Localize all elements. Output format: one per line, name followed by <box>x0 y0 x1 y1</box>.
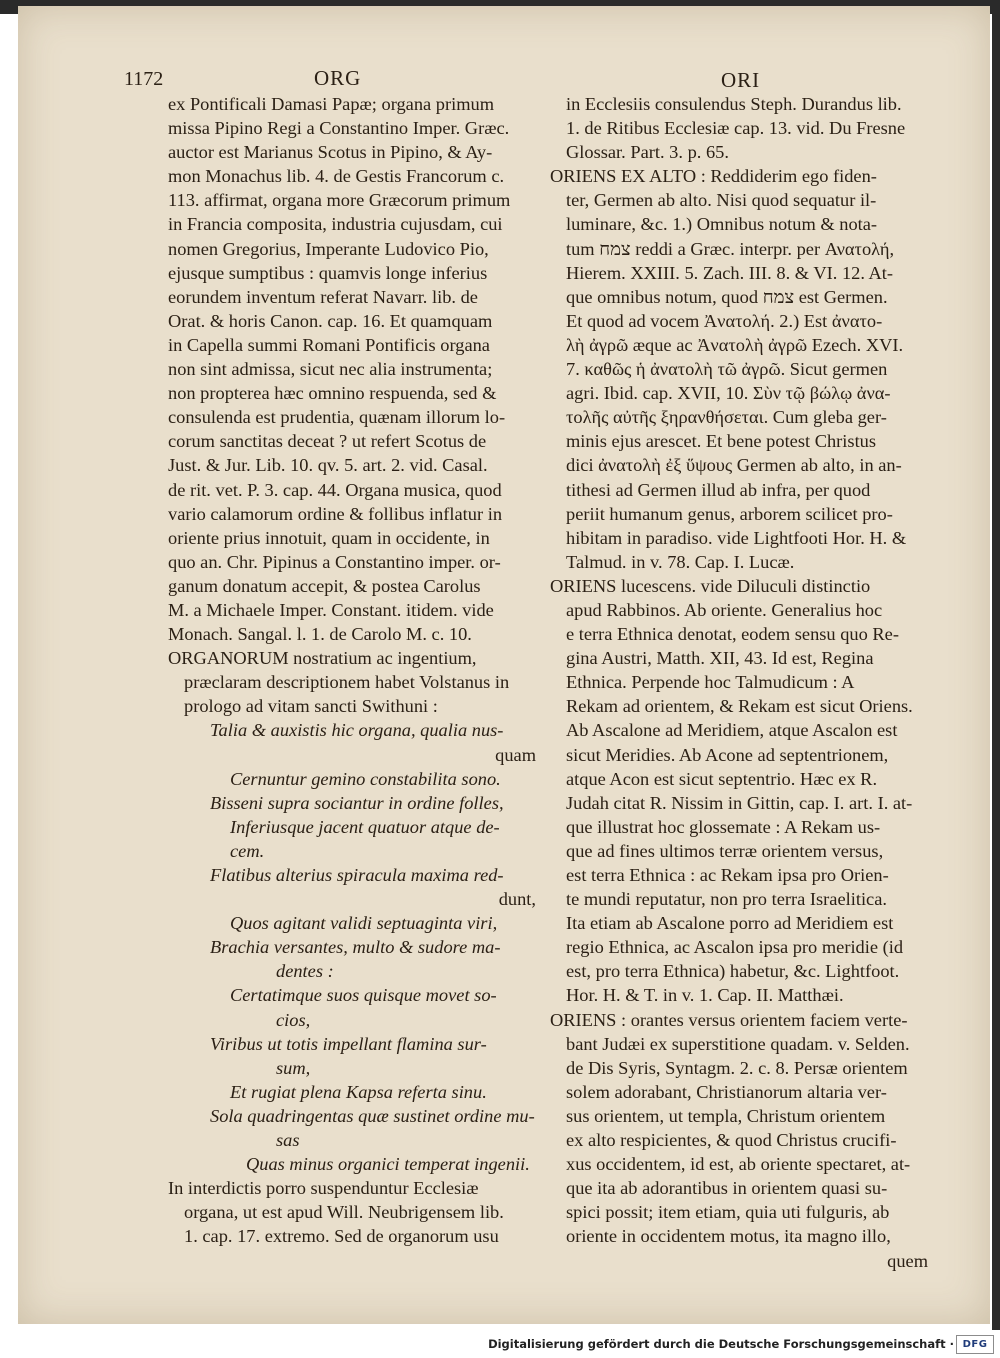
text-line: ex alto respicientes, & quod Christus crucifi- <box>566 1130 897 1151</box>
right-text-column <box>550 92 936 1273</box>
text-line: M. a Michaele Imper. Constant. itidem. vide <box>168 599 494 620</box>
text-line: Ethnica. Perpende hoc Talmudicum : A <box>566 672 855 693</box>
text-line: λὴ ἀγρῶ æque ac Ἀνατολὴ ἀγρῶ Ezech. XVI. <box>566 334 904 355</box>
text-line: ORIENS : orantes versus orientem faciem verte- <box>550 1009 908 1030</box>
text-line: consulenda est prudentia, quænam illorum lo- <box>168 407 506 428</box>
text-line: quem <box>887 1250 928 1271</box>
text-line: Hor. H. & T. in v. 1. Cap. II. Matthæi. <box>566 985 844 1006</box>
text-line: Ita etiam ab Ascalone porro ad Meridiem est <box>566 913 894 934</box>
text-line: Orat. & horis Canon. cap. 16. Et quamquam <box>168 310 493 331</box>
text-line: Talmud. in v. 78. Cap. I. Lucæ. <box>566 551 795 572</box>
text-line: ex Pontificali Damasi Papæ; organa primum <box>168 94 495 114</box>
text-line: Monach. Sangal. l. 1. de Carolo M. c. 10. <box>168 624 472 645</box>
text-line: Just. & Jur. Lib. 10. qv. 5. art. 2. vid. Casal. <box>168 455 488 476</box>
scanned-page <box>18 6 990 1324</box>
text-line: tum צמח reddi a Græc. interpr. per Ανατολή, <box>566 238 895 259</box>
text-line: in Ecclesiis consulendus Steph. Durandus lib. <box>566 94 902 114</box>
text-line: hibitam in paradiso. vide Lightfooti Hor. H. & <box>566 527 907 548</box>
text-line: de rit. vet. P. 3. cap. 44. Organa musica, quod <box>168 479 502 500</box>
text-line: ganum donatum accepit, & postea Carolus <box>168 575 481 596</box>
text-line: te mundi reputatur, non pro terra Israelitica. <box>566 889 887 910</box>
text-line: prologo ad vitam sancti Swithuni : <box>184 696 438 717</box>
text-line: minis ejus arescet. Et bene potest Christus <box>566 431 877 452</box>
text-line: Glossar. Part. 3. p. 65. <box>566 142 729 163</box>
text-line: eorundem inventum referat Navarr. lib. de <box>168 286 478 307</box>
text-line: sas <box>276 1130 300 1151</box>
text-line: in Capella summi Romani Pontificis organa <box>168 334 490 355</box>
text-line: xus occidentem, id est, ab oriente spectaret, at- <box>566 1154 911 1175</box>
footer-bar <box>0 1330 1000 1358</box>
text-line: Sola quadringentas quæ sustinet ordine mu- <box>210 1105 535 1126</box>
scan-frame-right <box>992 0 1000 1330</box>
text-line: ter, Germen ab alto. Nisi quod sequatur il- <box>566 190 877 211</box>
text-line: 7. καθῶς ἡ ἀνατολὴ τῶ ἀγρῶ. Sicut germen <box>566 359 888 380</box>
text-line: organa, ut est apud Will. Neubrigensem lib. <box>184 1202 504 1223</box>
text-line: In interdictis porro suspenduntur Ecclesiæ <box>168 1178 479 1199</box>
text-line: Viribus ut totis impellant flamina sur- <box>210 1033 487 1054</box>
text-line: tithesi ad Germen illud ab infra, per quod <box>566 479 871 500</box>
text-line: cios, <box>276 1009 311 1030</box>
text-line: Hierem. XXIII. 5. Zach. III. 8. & VI. 12. At- <box>566 262 894 283</box>
text-line: quo an. Chr. Pipinus a Constantino imper. or- <box>168 551 501 572</box>
text-line: Quos agitant validi septuaginta viri, <box>230 913 498 934</box>
text-line: Judah citat R. Nissim in Gittin, cap. I. art. I. at- <box>566 792 913 813</box>
text-line: sum, <box>276 1057 311 1078</box>
text-line: que ita ab adorantibus in orientem quasi su- <box>566 1178 888 1199</box>
text-line: Inferiusque jacent quatuor atque de- <box>230 816 500 837</box>
text-line: 113. affirmat, organa more Græcorum primum <box>168 190 511 211</box>
text-line: Et quod ad vocem Ἀνατολή. 2.) Est ἀνατο- <box>566 310 883 331</box>
text-line: vario calamorum ordine & follibus inflatur in <box>168 503 503 524</box>
text-line: non sint admissa, sicut nec alia instrumenta; <box>168 359 493 380</box>
text-line: dentes : <box>276 961 334 982</box>
text-line: agri. Ibid. cap. XVII, 10. Σὺν τῷ βώλῳ ἀνα- <box>566 383 891 404</box>
funding-notice: Digitalisierung gefördert durch die Deutsche Forschungsgemeinschaft · <box>488 1337 954 1351</box>
text-line: Et rugiat plena Kapsa referta sinu. <box>230 1081 487 1102</box>
text-line: sicut Meridies. Ab Acone ad septentrionem, <box>566 744 889 765</box>
page-number: 1172 <box>124 68 164 90</box>
text-line: que omnibus notum, quod צמח est Germen. <box>566 286 888 307</box>
text-line: ORIENS EX ALTO : Reddiderim ego fiden- <box>550 166 877 187</box>
text-line: que illustrat hoc glossemate : A Rekam us- <box>566 816 881 837</box>
text-line: missa Pipino Regi a Constantino Imper. Græc. <box>168 118 510 139</box>
text-line: periit humanum genus, arborem scilicet pro- <box>566 503 893 524</box>
text-line: Certatimque suos quisque movet so- <box>230 985 497 1006</box>
text-line: oriente prius innotuit, quam in occidente, in <box>168 527 490 548</box>
text-line: Ab Ascalone ad Meridiem, atque Ascalon est <box>566 720 898 741</box>
text-line: τολῆς αὐτῆς ξηρανθήσεται. Cum gleba ger- <box>566 407 887 428</box>
page-header <box>18 6 990 106</box>
text-line: regio Ethnica, ac Ascalon ipsa pro meridie (id <box>566 937 904 958</box>
text-line: Talia & auxistis hic organa, qualia nus- <box>210 720 504 741</box>
text-line: dici ἀνατολὴ ἐξ ὕψους Germen ab alto, in an- <box>566 455 902 476</box>
text-line: Cernuntur gemino constabilita sono. <box>230 768 501 789</box>
text-line: Bisseni supra sociantur in ordine folles, <box>210 792 504 813</box>
text-line: bant Judæi ex superstitione quadam. v. Selden. <box>566 1033 910 1054</box>
catchword-left: ORG <box>314 66 362 90</box>
text-line: auctor est Marianus Scotus in Pipino, & Ay- <box>168 142 493 163</box>
text-line: gina Austri, Matth. XII, 43. Id est, Regina <box>566 648 874 669</box>
text-line: corum sanctitas deceat ? ut refert Scotus de <box>168 431 487 452</box>
text-line: apud Rabbinos. Ab oriente. Generalius hoc <box>566 599 883 620</box>
text-line: ORGANORUM nostratium ac ingentium, <box>168 648 477 669</box>
text-line: solem adorabant, Christianorum altaria ver- <box>566 1081 887 1102</box>
text-line: in Francia composita, industria cujusdam, cui <box>168 214 503 235</box>
text-line: Flatibus alterius spiracula maxima red- <box>210 865 504 885</box>
text-line: 1. de Ritibus Ecclesiæ cap. 13. vid. Du Fresne <box>566 118 906 139</box>
text-line: dunt, <box>498 889 536 910</box>
text-line: Quas minus organici temperat ingenii. <box>246 1154 530 1175</box>
text-line: e terra Ethnica denotat, eodem sensu quo Re- <box>566 624 899 645</box>
catchword-right: ORI <box>721 68 761 92</box>
text-line: luminare, &c. 1.) Omnibus notum & nota- <box>566 214 878 235</box>
text-line: nomen Gregorius, Imperante Ludovico Pio, <box>168 238 489 259</box>
text-line: cem. <box>230 840 265 861</box>
text-line: quam <box>495 744 536 765</box>
text-line: de Dis Syris, Syntagm. 2. c. 8. Persæ orientem <box>566 1057 908 1078</box>
text-line: que ad fines ultimos terræ orientem versus, <box>566 840 884 861</box>
text-line: mon Monachus lib. 4. de Gestis Francorum c. <box>168 166 505 187</box>
text-line: Brachia versantes, multo & sudore ma- <box>210 937 501 958</box>
dfg-logo: DFG <box>956 1335 994 1354</box>
left-text-column <box>168 92 544 1249</box>
text-line: est terra Ethnica : ac Rekam ipsa pro Orien- <box>566 865 889 885</box>
text-line: est, pro terra Ethnica) habetur, &c. Lightfoot. <box>566 961 900 982</box>
text-line: non propterea hæc omnino respuenda, sed & <box>168 383 497 404</box>
text-line: atque Acon est sicut septentrio. Hæc ex R. <box>566 768 878 789</box>
text-line: præclaram descriptionem habet Volstanus in <box>184 672 510 693</box>
text-line: oriente in occidentem motus, ita magno illo, <box>566 1226 891 1247</box>
text-line: ejusque sumptibus : quamvis longe inferius <box>168 262 488 283</box>
text-line: ORIENS lucescens. vide Diluculi distinctio <box>550 575 871 596</box>
text-line: 1. cap. 17. extremo. Sed de organorum usu <box>184 1226 499 1247</box>
text-line: spici possit; item etiam, quia uti fulguris, ab <box>566 1202 890 1223</box>
text-line: sus orientem, ut templa, Christum orientem <box>566 1105 886 1126</box>
text-line: Rekam ad orientem, & Rekam est sicut Oriens. <box>566 696 913 717</box>
